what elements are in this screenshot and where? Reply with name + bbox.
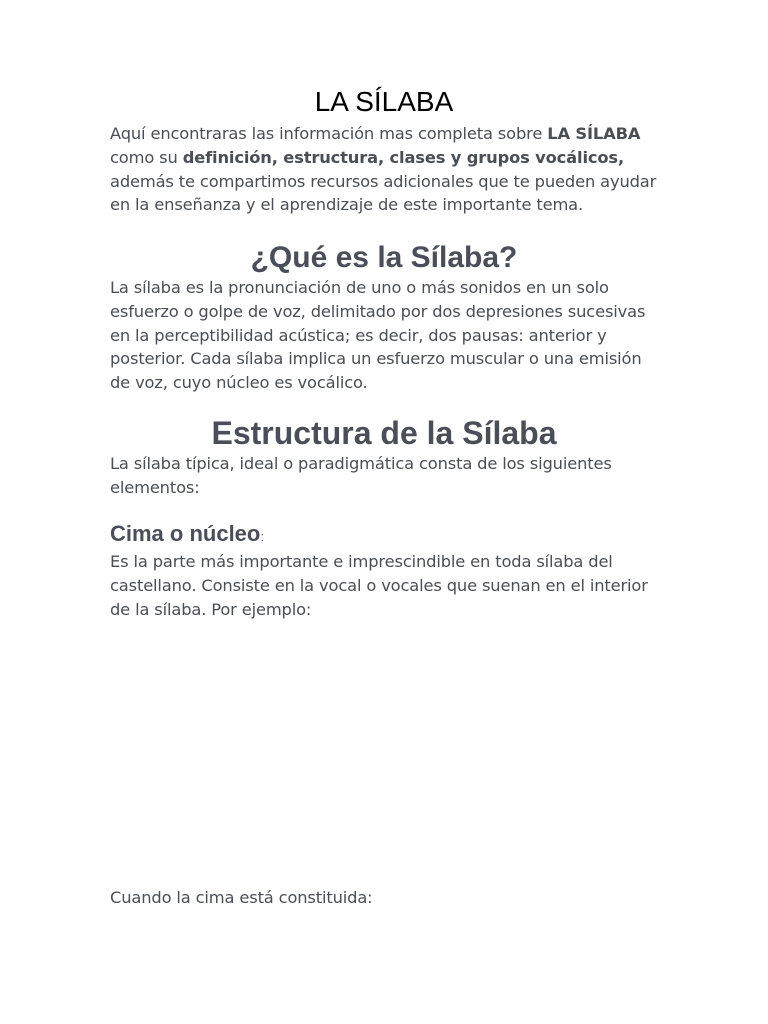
intro-text-3: además te compartimos recursos adicionales que te pueden ayudar en la enseñanza y el aprendizaje de este importante tema. <box>110 171 657 215</box>
cima-heading-colon: : <box>260 529 264 544</box>
heading-cima-nucleo <box>110 519 264 552</box>
cima-heading-text: Cima o núcleo <box>110 521 261 546</box>
cima-followup-text: Cuando la cima está constituida: <box>110 888 373 907</box>
heading-estructura: Estructura de la Sílaba <box>211 415 557 451</box>
intro-bold-list: definición, estructura, clases y grupos vocálicos, <box>182 147 624 167</box>
cima-paragraph: Es la parte más importante e imprescindible en toda sílaba del castellano. Consiste en la vocal o vocales que suenan en el interior de la sílaba. Por ejemplo: <box>110 552 648 619</box>
document-title: LA SÍLABA <box>314 86 454 117</box>
heading-que-es: ¿Qué es la Sílaba? <box>250 241 518 274</box>
intro-text-1: Aquí encontraras las información mas completa sobre <box>110 124 548 143</box>
intro-paragraph <box>110 122 662 217</box>
intro-text-2: como su <box>110 147 183 167</box>
estructura-paragraph: La sílaba típica, ideal o paradigmática consta de los siguientes elementos: <box>110 454 612 497</box>
que-es-paragraph: La sílaba es la pronunciación de uno o más sonidos en un solo esfuerzo o golpe de voz, delimitado por dos depresiones sucesivas en la perceptibilidad acústica; es decir, dos pausas: anterior y posterior. Cada sílaba implica un esfuerzo muscular o una emisión de voz, cuyo núcleo es vocálico. <box>110 278 646 393</box>
intro-bold-topic: LA SÍLABA <box>547 124 641 143</box>
